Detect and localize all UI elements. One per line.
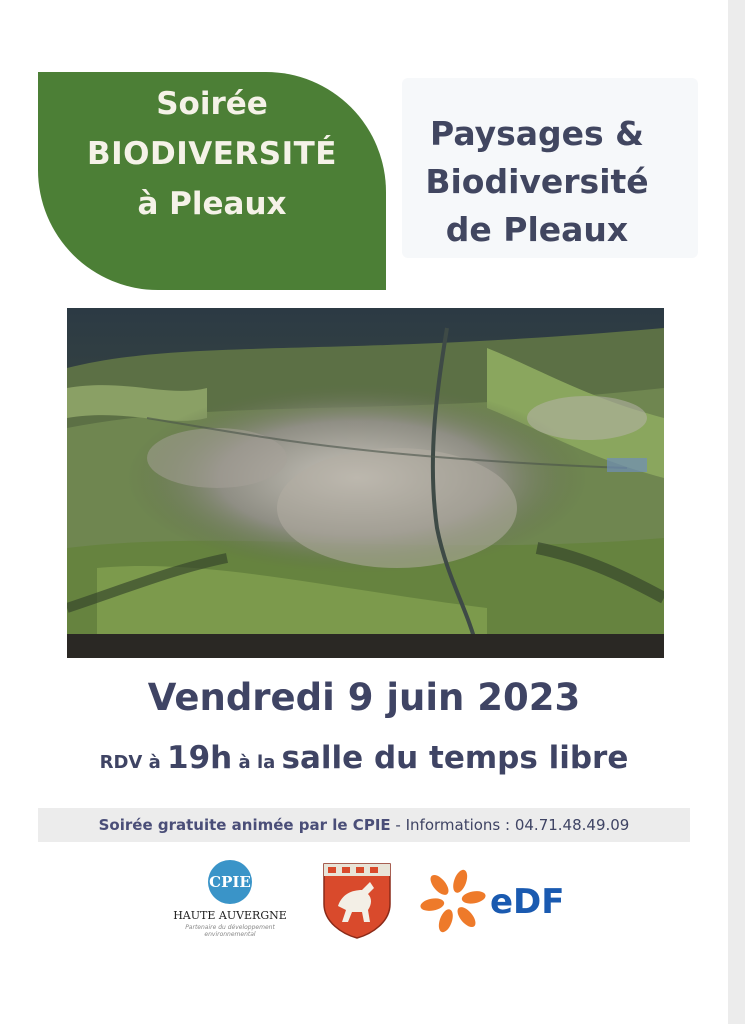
photo-caption-strip	[67, 634, 664, 658]
headline-line-3: de Pleaux	[445, 210, 629, 249]
aerial-photo-of-pleaux	[67, 308, 664, 658]
organizer-text: Soirée gratuite animée par le CPIE	[98, 816, 391, 834]
cpie-logo	[160, 858, 300, 938]
badge-line-1: Soirée	[156, 86, 268, 122]
scan-margin	[728, 0, 745, 1024]
badge-line-2: BIODIVERSITÉ	[86, 136, 337, 172]
rdv-connector: à la	[232, 752, 282, 773]
headline-line-1: Paysages &	[430, 114, 644, 153]
cpie-tagline: Partenaire du développement environnemental	[185, 924, 275, 938]
edf-logo	[420, 866, 580, 936]
headline	[396, 110, 678, 254]
event-date: Vendredi 9 juin 2023	[147, 676, 581, 719]
event-badge	[38, 72, 386, 290]
coat-of-arms-icon	[322, 860, 392, 940]
cpie-mark: CPIE	[208, 860, 252, 904]
rdv-place: salle du temps libre	[281, 740, 629, 776]
edf-wordmark: eDF	[490, 882, 565, 922]
pleaux-coat-of-arms	[322, 860, 392, 940]
cpie-name: HAUTE AUVERGNE	[173, 909, 287, 922]
headline-line-2: Biodiversité	[425, 162, 649, 201]
rdv-time: 19h	[167, 740, 233, 776]
rdv-prefix: RDV à	[99, 752, 168, 773]
badge-line-3: à Pleaux	[137, 186, 287, 222]
aerial-photo-illustration	[67, 308, 664, 658]
contact-text: - Informations : 04.71.48.49.09	[390, 816, 630, 834]
info-bar	[38, 808, 690, 842]
edf-sun-icon	[420, 868, 486, 934]
rendezvous-line	[0, 740, 728, 776]
